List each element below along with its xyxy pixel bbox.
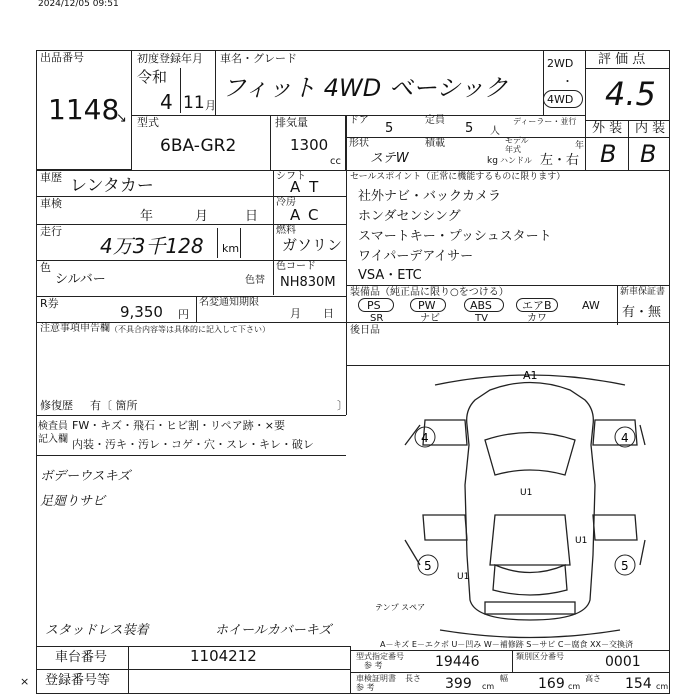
- fuel-value: ガソリン: [282, 236, 343, 254]
- reg-number-label: 登録番号等: [45, 673, 111, 688]
- drive-2wd: 2WD: [547, 57, 574, 70]
- load-unit: kg: [487, 156, 498, 166]
- height-value: 154: [625, 676, 652, 692]
- sales-point-5: VSA・ETC: [358, 268, 422, 283]
- equip-tv: TV: [475, 313, 488, 324]
- mileage-unit: km: [222, 242, 240, 255]
- damage-legend: A－キズ E－エクボ U－凹み W－補修跡 S－サビ C－腐食 XX－交換済: [380, 640, 634, 649]
- equip-abs: ABS: [470, 299, 492, 312]
- sales-point-4: ワイパーデアイサー: [358, 249, 474, 264]
- equipment-label: 装備品（純正品に限り○をつける）: [350, 287, 509, 298]
- ext-score: B: [600, 140, 617, 168]
- history-label: 車歴: [40, 171, 62, 184]
- equip-aw: AW: [582, 299, 600, 312]
- warranty-value: 有・無: [622, 305, 662, 320]
- int-score: B: [640, 140, 657, 168]
- shape-value: ステW: [370, 151, 409, 166]
- lot-label: 出品番号: [40, 51, 84, 64]
- inspection-day: 日: [245, 209, 259, 224]
- repair-value: 有〔 箇所: [90, 399, 138, 412]
- tire-front-left: 4: [421, 431, 429, 445]
- recycle-unit: 円: [178, 308, 189, 321]
- equip-airbag: エアB: [522, 299, 552, 312]
- inspector-label: 検査員 記入欄: [38, 421, 68, 445]
- capacity-label: 定員: [425, 115, 445, 126]
- width-value: 169: [538, 676, 565, 692]
- year-unit: 年: [575, 141, 585, 151]
- later-label: 後日品: [350, 325, 380, 336]
- color-label: 色: [40, 261, 51, 274]
- mileage-label: 走行: [40, 225, 62, 238]
- shift-value: AT: [290, 178, 329, 196]
- inspection-label: 車検: [40, 197, 62, 210]
- reg-label: 初度登録年月: [137, 52, 203, 65]
- notice-month: 月: [290, 307, 301, 320]
- lot-mark: ↘: [116, 111, 127, 126]
- spare-label: テンプ スペア: [375, 603, 426, 612]
- displacement-label: 排気量: [275, 116, 308, 129]
- displacement-unit: cc: [330, 156, 341, 167]
- shape-label: 形状: [349, 138, 369, 149]
- model-label: 型式: [137, 116, 159, 129]
- car-diagram: [375, 365, 665, 640]
- ext-label: 外 装: [592, 121, 623, 136]
- reg-month: 11: [183, 93, 205, 113]
- inspection-month: 月: [195, 209, 209, 224]
- note-undercarriage: 足廻りサビ: [40, 494, 106, 509]
- length-value: 399: [445, 676, 472, 692]
- width-label: 幅: [500, 674, 508, 683]
- drive-4wd: 4WD: [547, 93, 574, 106]
- type-designation-value: 19446: [435, 654, 480, 670]
- notice-day: 日: [323, 307, 334, 320]
- color-value: シルバー: [55, 272, 106, 287]
- car-name: フィット 4WD ベーシック: [222, 74, 508, 102]
- score-label: 評 価 点: [598, 52, 646, 67]
- inspector-row1: FW・キズ・飛石・ヒビ割・リペア跡・×要: [72, 419, 285, 432]
- sales-points-label: セールスポイント（正常に機能するものに限ります）: [350, 172, 566, 182]
- damage-u1-a: U1: [520, 488, 533, 498]
- reg-month-unit: 月: [205, 99, 216, 112]
- car-label: 車名・グレード: [220, 52, 297, 65]
- margin-mark: ×: [20, 675, 30, 688]
- color-code-label: 色コード: [276, 261, 316, 272]
- notes-label: 注意事項申告欄: [40, 323, 110, 334]
- doors-label: ドア: [349, 115, 369, 126]
- chassis-value: 1104212: [190, 647, 257, 665]
- front-label: A1: [523, 369, 538, 382]
- equip-leather: カワ: [527, 313, 547, 324]
- doors-value: 5: [385, 121, 394, 136]
- int-label: 内 装: [635, 121, 666, 136]
- inspection-year: 年: [140, 209, 154, 224]
- type-designation-ref: 参 考: [364, 661, 383, 670]
- mileage-value: 4万3千128: [100, 234, 204, 258]
- repair-label: 修復歴: [40, 399, 73, 412]
- equip-sr: SR: [370, 313, 384, 324]
- notes-sub: （不具合内容等は具体的に記入して下さい）: [110, 325, 270, 334]
- handle-value: 左・右: [540, 153, 580, 168]
- color-change-label: 色替: [245, 275, 265, 286]
- reg-era: 令和: [137, 68, 168, 86]
- aircon-label: 冷房: [276, 197, 296, 208]
- drive-dot: ・: [562, 75, 573, 88]
- height-unit: cm: [656, 682, 669, 691]
- sales-point-1: 社外ナビ・バックカメラ: [358, 189, 502, 204]
- length-label: 長さ: [405, 674, 421, 683]
- reg-year: 4: [160, 90, 173, 114]
- equip-navi: ナビ: [420, 313, 440, 324]
- sales-point-2: ホンダセンシング: [358, 209, 461, 224]
- load-label: 積載: [425, 138, 445, 149]
- score-value: 4.5: [605, 75, 656, 113]
- equip-ps: PS: [367, 299, 381, 312]
- warranty-label: 新車保証書: [620, 287, 666, 297]
- class-value: 0001: [605, 654, 641, 670]
- model-value: 6BA-GR2: [160, 136, 237, 156]
- color-code: NH830M: [280, 275, 336, 290]
- equip-pw: PW: [418, 299, 436, 312]
- damage-u1-b: U1: [575, 536, 588, 546]
- displacement-value: 1300: [290, 136, 329, 154]
- fuel-label: 燃料: [276, 225, 296, 236]
- type-designation-label: 型式指定番号: [356, 652, 404, 661]
- handle-label: ハンドル: [500, 156, 532, 165]
- recycle-label: R券: [40, 297, 59, 310]
- repair-end: 〕: [337, 399, 348, 412]
- damage-u1-c: U1: [457, 572, 470, 582]
- width-unit: cm: [568, 682, 581, 691]
- note-wheelcover: ホイールカバーキズ: [215, 623, 332, 638]
- inspector-row2: 内装・汚キ・汚レ・コゲ・穴・スレ・キレ・破レ: [72, 438, 314, 451]
- note-studless: スタッドレス装着: [45, 623, 149, 638]
- lot-number: 1148: [48, 93, 120, 126]
- notice-label: 名変通知期限: [199, 297, 259, 308]
- model-year-label: モデル 年式: [505, 136, 529, 154]
- note-body: ボデーウスキズ: [40, 469, 131, 484]
- sales-point-3: スマートキー・プッシュスタート: [358, 229, 552, 244]
- history-value: レンタカー: [70, 176, 154, 196]
- tire-front-right: 4: [621, 431, 629, 445]
- height-label: 高さ: [585, 674, 601, 683]
- recycle-value: 9,350: [120, 303, 163, 321]
- length-unit: cm: [482, 682, 495, 691]
- capacity-value: 5: [465, 121, 474, 136]
- tire-rear-left: 5: [424, 559, 432, 573]
- capacity-unit: 人: [490, 126, 500, 137]
- dealer-label: ディーラー・並行: [513, 117, 577, 126]
- timestamp: 2024/12/05 09:51: [38, 0, 119, 9]
- chassis-label: 車台番号: [55, 650, 108, 665]
- cert-ref-label: 車検証明書 参 考: [356, 674, 396, 692]
- aircon-value: AC: [290, 206, 327, 224]
- shift-label: シフト: [276, 171, 306, 182]
- class-label: 類別区分番号: [516, 652, 564, 661]
- tire-rear-right: 5: [621, 559, 629, 573]
